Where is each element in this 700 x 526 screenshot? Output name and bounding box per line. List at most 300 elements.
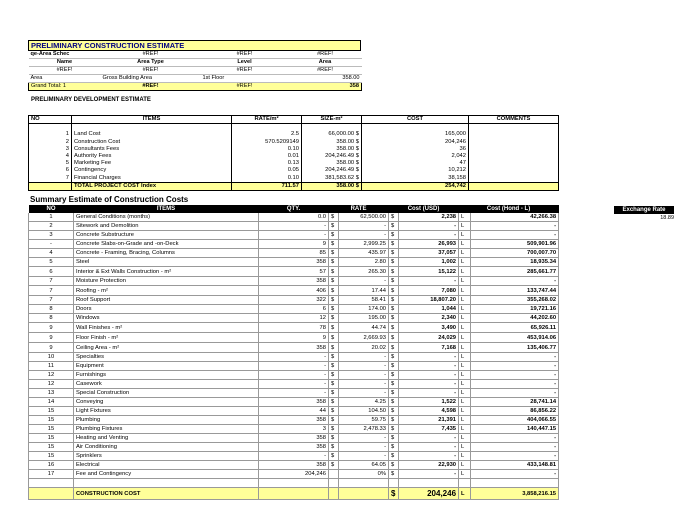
cell: Sitework and Demolition <box>74 222 259 231</box>
dev-row <box>29 153 559 160</box>
cell: 135,406.77 <box>471 343 559 353</box>
cell: $ <box>329 258 339 267</box>
cell: 21,391 <box>399 416 459 425</box>
cell: $ <box>389 267 399 277</box>
cell: 11 <box>29 362 74 371</box>
cell: $ <box>389 343 399 353</box>
cell: - <box>471 277 559 286</box>
cell <box>469 146 559 153</box>
cell: 358.00 $ <box>302 182 362 190</box>
cell: $ <box>389 371 399 380</box>
cell: $ <box>329 416 339 425</box>
cell: - <box>339 434 389 443</box>
summary-row <box>29 434 559 443</box>
cell <box>329 470 339 479</box>
cell: - <box>471 443 559 452</box>
cell: 2,042 <box>362 153 469 160</box>
cell: - <box>399 371 459 380</box>
cell: Wall Finishes - m² <box>74 323 259 333</box>
cell: $ <box>389 452 399 461</box>
cell: 44 <box>259 407 329 416</box>
cell: Heating and Venting <box>74 434 259 443</box>
cell: #REF! <box>29 67 101 75</box>
cell: - <box>259 380 329 389</box>
cell: 15 <box>29 407 74 416</box>
col-no: NO <box>29 205 74 213</box>
col-items: ITEMS <box>72 116 232 124</box>
cell: Steel <box>74 258 259 267</box>
dev-row <box>29 139 559 146</box>
cell: - <box>339 389 389 398</box>
col-comments: COMMENTS <box>469 116 559 124</box>
cell: Floor Finish - m² <box>74 333 259 343</box>
cell: Sprinklers <box>74 452 259 461</box>
cell: 453,914.06 <box>471 333 559 343</box>
summary-row <box>29 231 559 240</box>
value: 204,246.49 <box>325 153 355 159</box>
col-rate: RATE/m² <box>232 116 302 124</box>
cell: - <box>339 277 389 286</box>
currency: $ <box>355 131 359 138</box>
cell: #REF! <box>289 51 362 59</box>
cell: 4.25 <box>339 398 389 407</box>
cell: $ <box>329 407 339 416</box>
cell: - <box>471 362 559 371</box>
cell: 3 <box>259 425 329 434</box>
cell: - <box>399 389 459 398</box>
col-cost-hnl: Cost (Hond - L) <box>459 205 559 213</box>
cell: 104.50 <box>339 407 389 416</box>
cell: 64.05 <box>339 461 389 470</box>
currency: $ <box>355 138 359 145</box>
cell: 22,930 <box>399 461 459 470</box>
cell: $ <box>329 362 339 371</box>
area-row <box>29 67 362 75</box>
cell: 165,000 <box>362 131 469 138</box>
exchange-rate-value: 18.89 <box>660 215 674 221</box>
cell: Moisture Protection <box>74 277 259 286</box>
cell: 700,007.70 <box>471 249 559 258</box>
cell: 44,202.60 <box>471 314 559 323</box>
cell: $ <box>329 461 339 470</box>
summary-row <box>29 425 559 434</box>
summary-spacer-row <box>29 479 559 488</box>
cell: 0.10 <box>232 146 302 153</box>
cell: - <box>29 240 74 249</box>
cell: 86,856.22 <box>471 407 559 416</box>
cell: 17 <box>29 470 74 479</box>
col-size: SIZE-m² <box>302 116 362 124</box>
cell: 4 <box>29 153 72 160</box>
cell: #REF! <box>142 83 159 89</box>
cell: - <box>259 231 329 240</box>
cell: 358 <box>259 461 329 470</box>
cell: 26,993 <box>399 240 459 249</box>
cell: L <box>459 249 471 258</box>
cell <box>469 131 559 138</box>
cell: #REF! <box>101 51 201 59</box>
summary-row <box>29 286 559 296</box>
cell: L <box>459 461 471 470</box>
cell: 2,478.33 <box>339 425 389 434</box>
cell: 265.30 <box>339 267 389 277</box>
summary-row <box>29 461 559 470</box>
value: 358.00 <box>336 145 355 152</box>
cell: 358 <box>259 443 329 452</box>
cell: 1st Floor <box>201 75 289 83</box>
col-no: NO <box>29 116 72 124</box>
cell: 7 <box>29 286 74 296</box>
cell: 6 <box>29 267 74 277</box>
cell: - <box>259 362 329 371</box>
cell: L <box>459 258 471 267</box>
cell: $ <box>389 380 399 389</box>
cell: 2,999.25 <box>339 240 389 249</box>
cell: 3 <box>29 231 74 240</box>
cell: 1,044 <box>399 305 459 314</box>
cell: 10,212 <box>362 167 469 174</box>
cell: 17.44 <box>339 286 389 296</box>
cell: 3,490 <box>399 323 459 333</box>
col-items: ITEMS <box>74 205 259 213</box>
cell: 509,901.96 <box>471 240 559 249</box>
cell: $ <box>389 353 399 362</box>
cell: Equipment <box>74 362 259 371</box>
cell: - <box>471 380 559 389</box>
cell <box>469 175 559 183</box>
cell: 0.13 <box>232 160 302 167</box>
summary-row <box>29 305 559 314</box>
cell: 15 <box>29 443 74 452</box>
cell: 18,935.34 <box>471 258 559 267</box>
summary-row <box>29 452 559 461</box>
cell: $ <box>329 380 339 389</box>
cell: L <box>459 425 471 434</box>
cell: 0% <box>339 470 389 479</box>
summary-row <box>29 470 559 479</box>
cell: qe-Area Schec <box>29 51 101 59</box>
cell <box>469 139 559 146</box>
cell: L <box>459 389 471 398</box>
cell: - <box>399 452 459 461</box>
cell: - <box>339 231 389 240</box>
cell: 9 <box>29 333 74 343</box>
cell: - <box>471 231 559 240</box>
cell: 9 <box>29 323 74 333</box>
cell: Area Type <box>101 59 201 67</box>
dev-row <box>29 160 559 167</box>
currency: $ <box>355 145 359 152</box>
estimate-header <box>28 40 361 91</box>
cell: $ <box>329 222 339 231</box>
cell: 2,238 <box>399 213 459 222</box>
cell: - <box>471 389 559 398</box>
cell: $ <box>329 443 339 452</box>
cell: - <box>399 353 459 362</box>
cell: 2 <box>29 222 74 231</box>
cell: $ <box>329 425 339 434</box>
cell: 37,057 <box>399 249 459 258</box>
cell: $ <box>389 222 399 231</box>
summary-row <box>29 371 559 380</box>
cell: 133,747.44 <box>471 286 559 296</box>
dev-header-row <box>29 116 559 124</box>
cell: 2.5 <box>232 131 302 138</box>
cell: 358 <box>259 277 329 286</box>
summary-row <box>29 258 559 267</box>
cell: $ <box>389 213 399 222</box>
cell: 254,742 <box>362 182 469 190</box>
summary-row <box>29 380 559 389</box>
cell: - <box>471 371 559 380</box>
value: 358.00 <box>336 138 355 145</box>
summary-row <box>29 267 559 277</box>
cell: $ <box>389 231 399 240</box>
cell: 2.80 <box>339 258 389 267</box>
cell: L <box>459 434 471 443</box>
cell: 204,246 <box>259 470 329 479</box>
cell: $ <box>389 488 399 500</box>
cell: 59.75 <box>339 416 389 425</box>
cell: 2,340 <box>399 314 459 323</box>
cell: Financial Charges <box>72 175 232 183</box>
cell: $ <box>389 362 399 371</box>
cell: L <box>459 267 471 277</box>
dev-estimate-table <box>28 115 559 191</box>
cell: Roof Support <box>74 296 259 305</box>
cell: $ <box>329 240 339 249</box>
cell: 2 <box>29 139 72 146</box>
cell: 404,066.55 <box>471 416 559 425</box>
cell: 355,268.02 <box>471 296 559 305</box>
cell: L <box>459 240 471 249</box>
cell: $ <box>389 470 399 479</box>
cell: 358 <box>259 398 329 407</box>
cell <box>469 160 559 167</box>
summary-row <box>29 407 559 416</box>
cell: 358 <box>259 343 329 353</box>
summary-row <box>29 249 559 258</box>
cell: 358 <box>259 434 329 443</box>
summary-header-row <box>29 205 559 213</box>
cell: 58.41 <box>339 296 389 305</box>
cell: Furnishings <box>74 371 259 380</box>
cell: - <box>471 222 559 231</box>
cell: $ <box>329 353 339 362</box>
cell: 5 <box>29 160 72 167</box>
currency: $ <box>355 167 359 174</box>
cell: - <box>399 222 459 231</box>
cell <box>302 139 362 146</box>
cell: 15 <box>29 452 74 461</box>
summary-row <box>29 398 559 407</box>
cell: Specialties <box>74 353 259 362</box>
cell: Conveying <box>74 398 259 407</box>
cell: $ <box>329 434 339 443</box>
cell: Grand Total: 1 <box>31 83 67 89</box>
cell: L <box>459 314 471 323</box>
area-row <box>29 75 362 83</box>
cell: $ <box>329 371 339 380</box>
cell: 322 <box>259 296 329 305</box>
currency: $ <box>355 160 359 167</box>
cell: 85 <box>259 249 329 258</box>
cell: 3,858,216.15 <box>471 488 559 500</box>
cell: Doors <box>74 305 259 314</box>
cell: Contingency <box>72 167 232 174</box>
cell: - <box>259 452 329 461</box>
cell: $ <box>389 434 399 443</box>
cell: $ <box>389 461 399 470</box>
cell <box>302 146 362 153</box>
cell: $ <box>389 286 399 296</box>
cell: #REF! <box>101 67 201 75</box>
cell: - <box>471 353 559 362</box>
cell: L <box>459 452 471 461</box>
cell: 16 <box>29 461 74 470</box>
cell: 0.05 <box>232 167 302 174</box>
cell: - <box>259 353 329 362</box>
cell: $ <box>389 398 399 407</box>
cell: 15 <box>29 416 74 425</box>
dev-total-row <box>29 182 559 190</box>
cell: 3 <box>29 146 72 153</box>
cell: 7 <box>29 296 74 305</box>
dev-row <box>29 131 559 138</box>
value: 381,583.62 <box>325 174 355 181</box>
cell: 2,669.93 <box>339 333 389 343</box>
cell: $ <box>389 425 399 434</box>
cell: Plumbing <box>74 416 259 425</box>
cell: $ <box>329 277 339 286</box>
cell: 285,661.77 <box>471 267 559 277</box>
cell: 4 <box>29 249 74 258</box>
summary-row <box>29 213 559 222</box>
cell: 195.00 <box>339 314 389 323</box>
cell: - <box>259 222 329 231</box>
summary-row <box>29 343 559 353</box>
cell: 9 <box>259 333 329 343</box>
cell: - <box>339 353 389 362</box>
cell: 358.00 <box>289 75 362 83</box>
cell: 7 <box>29 175 72 183</box>
cell: - <box>399 434 459 443</box>
area-schedule-table <box>28 51 362 91</box>
dev-spacer-row <box>29 124 559 132</box>
cell: 15 <box>29 425 74 434</box>
cell <box>302 160 362 167</box>
cell: General Conditions (months) <box>74 213 259 222</box>
cell: Name <box>29 59 101 67</box>
construction-cost-row <box>29 488 559 500</box>
cell <box>302 175 362 183</box>
cell: L <box>459 407 471 416</box>
cell: Concrete Slabs-on-Grade and -on-Deck <box>74 240 259 249</box>
cell: - <box>399 470 459 479</box>
cell: 6 <box>29 167 72 174</box>
cell: 204,246 <box>399 488 459 500</box>
summary-body <box>29 213 559 479</box>
cell: 15 <box>29 434 74 443</box>
summary-row <box>29 296 559 305</box>
cell <box>302 153 362 160</box>
summary-row <box>29 353 559 362</box>
cell: L <box>459 443 471 452</box>
cell: 358 <box>259 416 329 425</box>
cell: 433,148.81 <box>471 461 559 470</box>
cell: 12 <box>259 314 329 323</box>
dev-body <box>29 131 559 182</box>
cell: 5 <box>29 258 74 267</box>
cell: Fee and Contingency <box>74 470 259 479</box>
summary-table <box>28 205 559 500</box>
cell: 13 <box>29 389 74 398</box>
cell: $ <box>329 213 339 222</box>
dev-row <box>29 146 559 153</box>
cell: 10 <box>29 353 74 362</box>
cell: 8 <box>29 305 74 314</box>
cell: TOTAL PROJECT COST Index <box>72 182 232 190</box>
cell: - <box>339 371 389 380</box>
cell: Authority Fees <box>72 153 232 160</box>
cell: L <box>459 277 471 286</box>
cell: 38,158 <box>362 175 469 183</box>
cell: L <box>459 380 471 389</box>
cell: $ <box>389 296 399 305</box>
cell <box>302 167 362 174</box>
cell: Level <box>201 59 289 67</box>
summary-row <box>29 314 559 323</box>
cell: L <box>459 333 471 343</box>
cell: L <box>459 213 471 222</box>
col-rate: RATE <box>329 205 389 213</box>
cell: $ <box>389 333 399 343</box>
cell: #REF! <box>236 83 253 89</box>
cell: $ <box>389 389 399 398</box>
cell: - <box>339 380 389 389</box>
cell: - <box>399 443 459 452</box>
cell: L <box>459 305 471 314</box>
cell: 174.00 <box>339 305 389 314</box>
col-cost: COST <box>362 116 469 124</box>
cell: - <box>399 231 459 240</box>
cell: $ <box>329 296 339 305</box>
cell: Area <box>29 75 101 83</box>
grand-total-row <box>29 83 362 91</box>
cell: Consultants Fees <box>72 146 232 153</box>
col-qty: QTY. <box>259 205 329 213</box>
cell: Construction Cost <box>72 139 232 146</box>
cell: 47 <box>362 160 469 167</box>
cell: L <box>459 353 471 362</box>
cell: 15,122 <box>399 267 459 277</box>
summary-row <box>29 443 559 452</box>
exchange-rate-label: Exchange Rate <box>614 206 674 214</box>
cell: Interior & Ext Walls Construction - m² <box>74 267 259 277</box>
cell: Land Cost <box>72 131 232 138</box>
cell: $ <box>329 305 339 314</box>
cell: - <box>339 222 389 231</box>
cell: 62,500.00 <box>339 213 389 222</box>
cell: L <box>459 488 471 500</box>
cell: CONSTRUCTION COST <box>74 488 259 500</box>
cell: 204,246 <box>362 139 469 146</box>
cell: $ <box>389 323 399 333</box>
cell: - <box>471 470 559 479</box>
value: 66,000.00 <box>328 131 355 138</box>
cell: Light Fixtures <box>74 407 259 416</box>
cell: $ <box>329 343 339 353</box>
